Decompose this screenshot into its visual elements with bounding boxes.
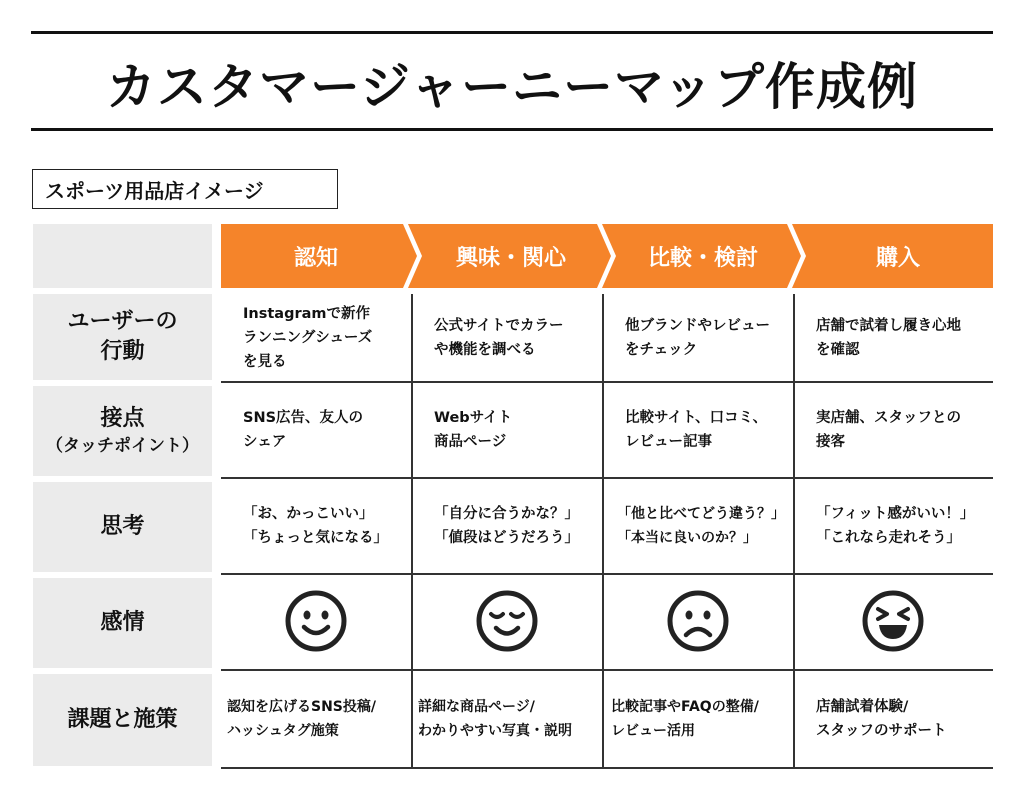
smiling-face-icon (284, 589, 348, 653)
cell-action-comparison: 他ブランドやレビュー をチェック (625, 317, 770, 358)
cell-thinking-interest: 「自分に合うかな？」 「値段はどうだろう」 (434, 506, 579, 546)
row-header-user-action (33, 294, 212, 380)
cell-issues-comparison: 比較記事やFAQの整備/ レビュー活用 (611, 699, 759, 739)
header-corner-cell (33, 224, 212, 288)
stage-interest-label: 興味・関心 (455, 245, 566, 271)
grid-line (221, 767, 993, 769)
stage-comparison-label: 比較・検討 (647, 245, 758, 271)
cell-action-interest: 公式サイトでカラー や機能を調べる (434, 317, 564, 358)
title-top-rule (31, 31, 993, 34)
cell-touchpoint-purchase: 実店舗、スタッフとの 接客 (816, 410, 961, 450)
row-header-issues (33, 674, 212, 766)
grid-line (221, 573, 993, 575)
row-header-touchpoint (33, 386, 212, 476)
cell-issues-awareness: 認知を広げるSNS投稿/ ハッシュタグ施策 (227, 699, 376, 739)
row-header-line: 課題と施策 (67, 707, 178, 732)
content-face-icon (475, 589, 539, 653)
cell-thinking-purchase: 「フィット感がいい！」 「これなら走れそう」 (816, 506, 975, 546)
stage-arrow-bar (221, 224, 993, 288)
cell-thinking-comparison: 「他と比べてどう違う？」 「本当に良いのか？」 (617, 506, 785, 546)
row-header-line: 思考 (100, 514, 145, 539)
row-header-line: 接点 (100, 406, 145, 431)
cell-issues-interest: 詳細な商品ページ/ わかりやすい写真・説明 (418, 699, 572, 739)
grinning-squinting-face-icon (861, 589, 925, 653)
row-header-subline: （タッチポイント） (46, 436, 199, 456)
stage-purchase-label: 購入 (875, 245, 920, 271)
cell-touchpoint-interest: Webサイト 商品ページ (434, 410, 513, 450)
cell-thinking-awareness: 「お、かっこいい」 「ちょっと気になる」 (243, 506, 388, 546)
subtitle-label: スポーツ用品店イメージ (32, 169, 338, 209)
cell-action-purchase: 店舗で試着し履き心地 を確認 (816, 317, 961, 358)
cell-issues-purchase: 店舗試着体験/ スタッフのサポート (816, 699, 947, 739)
cell-touchpoint-awareness: SNS広告、友人の シェア (243, 410, 364, 450)
page-title: カスタマージャーニーマップ作成例 (106, 58, 918, 116)
row-header-thinking (33, 482, 212, 572)
frowning-face-icon (666, 589, 730, 653)
row-header-line: ユーザーの (67, 309, 178, 334)
title-bottom-rule (31, 128, 993, 131)
cell-touchpoint-comparison: 比較サイト、口コミ、 レビュー記事 (625, 410, 768, 450)
row-header-line: 行動 (100, 339, 145, 364)
row-header-emotion (33, 578, 212, 668)
cell-action-awareness: Instagramで新作 ランニングシューズ を見る (243, 305, 373, 370)
stage-awareness-label: 認知 (293, 245, 338, 271)
row-header-line: 感情 (100, 610, 145, 635)
